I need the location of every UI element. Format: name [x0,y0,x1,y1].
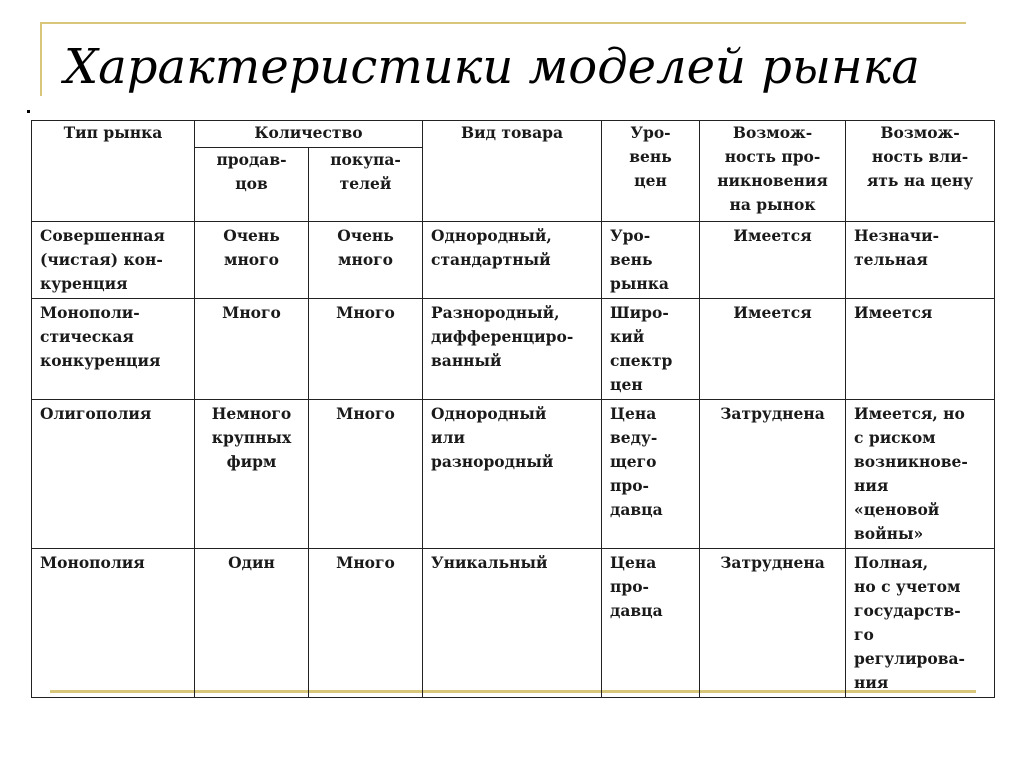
cell-market-entry: Затруднена [700,400,846,549]
cell-price-level: Цена про- давца [602,549,700,698]
header-buyers: покупа- телей [309,148,423,222]
cell-price-influence: Имеется, но с риском возникнове- ния «ценовой войны» [846,400,995,549]
cell-sellers: Много [195,299,309,400]
table-row [32,299,995,400]
cell-price-influence: Полная, но с учетом государств- го регулирова- ния [846,549,995,698]
cell-sellers: Один [195,549,309,698]
cell-price-level: Широ- кий спектр цен [602,299,700,400]
bullet-mark [27,110,30,113]
header-price-influence: Возмож- ность вли- ять на цену [846,121,995,222]
cell-market-type: Монополи- стическая конкуренция [32,299,195,400]
header-row-1 [32,121,995,148]
market-models-table [31,120,995,698]
cell-buyers: Много [309,549,423,698]
frame-top-line [40,22,966,24]
table-row [32,549,995,698]
header-quantity: Количество [195,121,423,148]
cell-buyers: Много [309,400,423,549]
cell-price-level: Цена веду- щего про- давца [602,400,700,549]
cell-sellers: Очень много [195,222,309,299]
header-market-type: Тип рынка [32,121,195,222]
table-row [32,222,995,299]
header-product-type: Вид товара [423,121,602,222]
cell-price-influence: Имеется [846,299,995,400]
cell-product-type: Однородный, стандартный [423,222,602,299]
cell-price-influence: Незначи- тельная [846,222,995,299]
cell-product-type: Уникальный [423,549,602,698]
slide-title: Характеристики моделей рынка [64,39,920,95]
frame-left-line [40,22,42,96]
cell-market-entry: Затруднена [700,549,846,698]
cell-sellers: Немного крупных фирм [195,400,309,549]
cell-buyers: Очень много [309,222,423,299]
header-price-level: Уро- вень цен [602,121,700,222]
header-market-entry: Возмож- ность про- никновения на рынок [700,121,846,222]
cell-product-type: Разнородный, дифференциро- ванный [423,299,602,400]
cell-market-type: Совершенная (чистая) кон- куренция [32,222,195,299]
cell-product-type: Однородный или разнородный [423,400,602,549]
cell-market-entry: Имеется [700,299,846,400]
cell-market-type: Монополия [32,549,195,698]
cell-market-entry: Имеется [700,222,846,299]
header-sellers: продав- цов [195,148,309,222]
table-row [32,400,995,549]
cell-price-level: Уро- вень рынка [602,222,700,299]
cell-buyers: Много [309,299,423,400]
cell-market-type: Олигополия [32,400,195,549]
